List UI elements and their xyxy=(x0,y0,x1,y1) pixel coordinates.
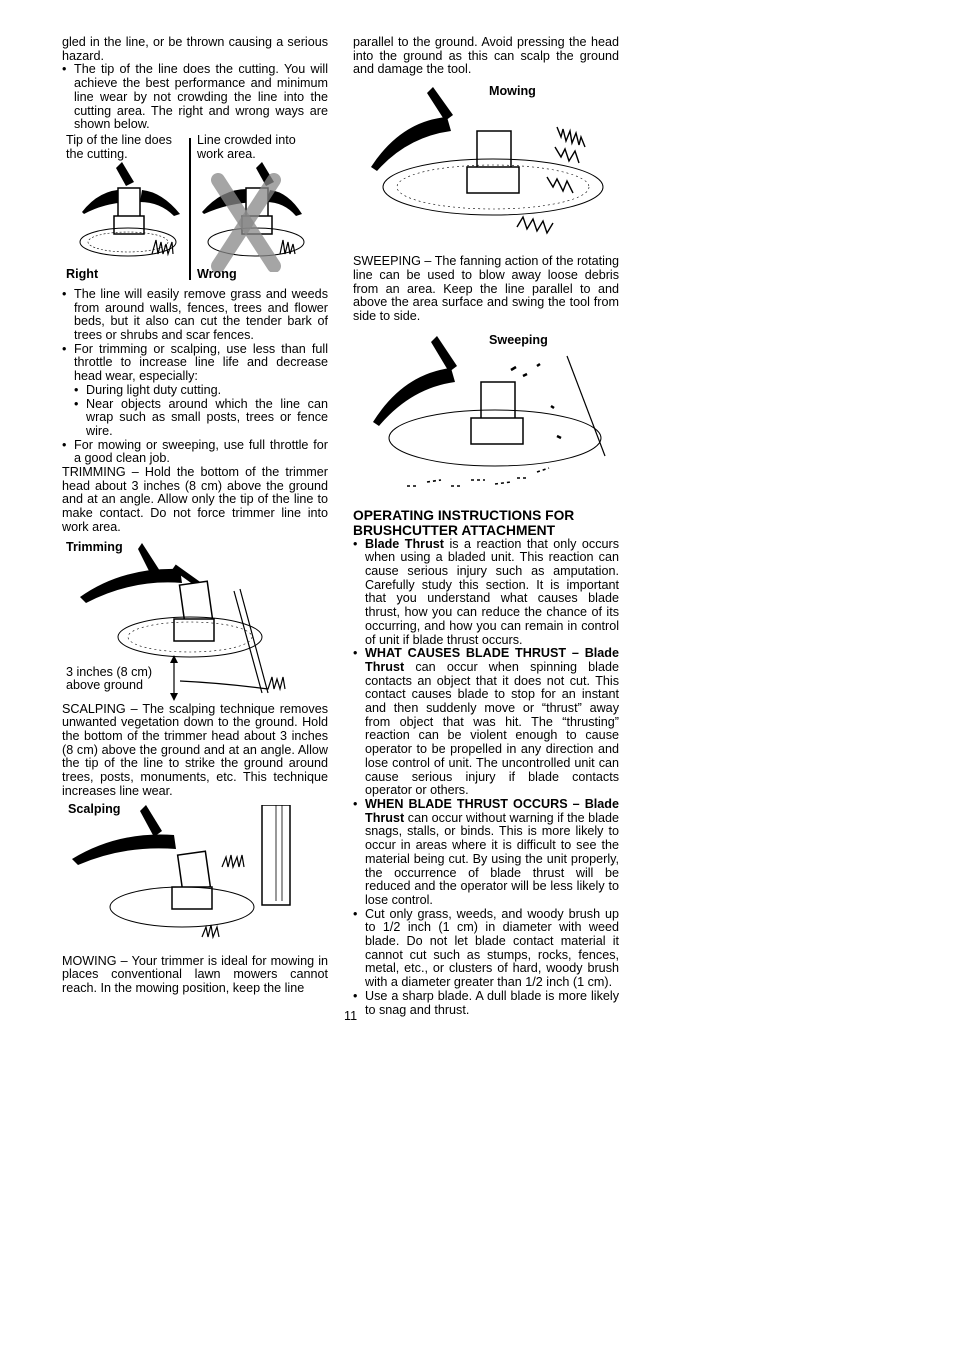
figure-mowing xyxy=(353,77,619,255)
bullet-when-occurs xyxy=(353,798,619,908)
bullet-throttle: • For trimming or scalping, use less than full throttle to increase line life and decrease head wear, especially: xyxy=(62,343,328,384)
caption-height-note: 3 inches (8 cm) above ground xyxy=(66,664,153,693)
bold-blade-thrust: Blade Thrust xyxy=(365,536,444,551)
paragraph-scalping: SCALPING – The scalping technique removes unwanted vegetation down to the ground. Hold the bottom of the trimmer head about 3 inches (8 cm) above the ground and at an angle. Allow the tip of the line to strike the ground around trees, posts, monuments, etc. This technique increases line wear. xyxy=(62,701,328,798)
text-when-occurs: can occur without warning if the blade snags, stalls, or binds. This is more likely to occur in areas where it is difficult to see the material being cut. By using the unit properly, the occurrence of blade thrust will be reduced and the operator will be less likely to lose control. xyxy=(365,810,619,907)
bold-when-occurs: WHEN BLADE THRUST OCCURS – Blade Thrust xyxy=(365,796,619,825)
bold-what-causes: WHAT CAUSES BLADE THRUST – Blade Thrust xyxy=(365,646,619,674)
paragraph-sweeping: SWEEPING – The fanning action of the rotating line can be used to blow away loose debris from an area. Keep the line parallel to and above the area surface and swing the tool from side to side. xyxy=(353,254,619,323)
figure-sweeping xyxy=(353,324,619,502)
sub-bullet-light-duty: • During light duty cutting. xyxy=(74,384,328,398)
wrong-way-illustration xyxy=(196,162,320,272)
figure-trimming xyxy=(62,535,328,703)
text-what-causes: can occur when spinning blade contacts an object that it does not cut. This contact causes blade to stop for an instant and then suddenly move or “thrust” away from object that was hit. The “thrusting” reaction can be violent enough to cause operator to be propelled in any direction and lose control of unit. The uncontrolled unit can cause serious injury if blade contacts operator or others. xyxy=(365,659,619,798)
scalping-illustration xyxy=(62,801,328,955)
bullet-list-usage xyxy=(62,288,328,466)
caption-mowing: Mowing xyxy=(489,84,536,99)
section-heading: OPERATING INSTRUCTIONS FOR BRUSHCUTTER ATTACHMENT xyxy=(353,507,575,538)
paragraph-trimming: TRIMMING – Hold the bottom of the trimmer head about 3 inches (8 cm) above the ground and at an angle. Allow only the tip of the line to make contact. Do not force trimmer line into work area. xyxy=(62,465,328,534)
bullet-blade-thrust xyxy=(353,538,619,648)
caption-sweeping: Sweeping xyxy=(489,332,548,347)
figure-divider xyxy=(189,138,191,280)
caption-scalping: Scalping xyxy=(68,801,121,816)
caption-right-top: Tip of the line does the cutting. xyxy=(66,132,172,161)
caption-trimming: Trimming xyxy=(66,539,123,554)
bullet-list-brushcutter xyxy=(353,538,619,1018)
caption-right: Right xyxy=(66,266,99,281)
mowing-illustration xyxy=(367,84,619,247)
left-column xyxy=(62,36,328,996)
right-way-illustration xyxy=(62,162,186,272)
bullet-remove-grass: • The line will easily remove grass and weeds from around walls, fences, trees and flower beds, but it also can cut the tender bark of trees or shrubs and scar fences. xyxy=(62,288,328,343)
right-column xyxy=(353,36,619,1017)
figure-scalping xyxy=(62,799,328,955)
paragraph-continued: gled in the line, or be thrown causing a serious hazard. xyxy=(62,35,328,63)
sub-bullet-near-objects: • Near objects around which the line can wrap such as small posts, trees or fence wire. xyxy=(74,398,328,439)
caption-wrong: Wrong xyxy=(197,266,237,281)
page-number: 11 xyxy=(344,1009,358,1023)
figure-right-wrong xyxy=(62,134,328,282)
text-blade-thrust: is a reaction that only occurs when using a bladed unit. This reaction can cause serious injury such as amputation. Carefully study this section. It is important that you understand what causes blade thrust, how you can reduce the chance of its occurring, and how you can remain in control of unit if blade thrust occurs. xyxy=(365,536,619,647)
paragraph-mowing: MOWING – Your trimmer is ideal for mowing in places conventional lawn mowers cannot reach. In the mowing position, keep the line xyxy=(62,953,328,995)
bullet-tip-of-line: • The tip of the line does the cutting. You will achieve the best performance and minimum line wear by not crowding the line into the cutting area. The right and wrong ways are shown below. xyxy=(62,63,328,132)
sweeping-illustration xyxy=(367,332,619,496)
bullet-cut-only: • Cut only grass, weeds, and woody brush up to 1/2 inch (1 cm) in diameter with weed blade. Do not let blade contact material it cannot cut such as stumps, rocks, fences, metal, etc., or clusters of hard, woody brush with a diameter greater than 1/2 inch (1 cm). xyxy=(353,908,619,990)
bullet-list-tip xyxy=(62,63,328,132)
paragraph-continued-right: parallel to the ground. Avoid pressing the head into the ground as this can scalp the ground and damage the tool. xyxy=(353,35,619,77)
bullet-full-throttle: • For mowing or sweeping, use full throttle for a good clean job. xyxy=(62,439,328,466)
bullet-what-causes xyxy=(353,647,619,798)
bullet-sharp-blade: • Use a sharp blade. A dull blade is more likely to snag and thrust. xyxy=(353,990,619,1017)
caption-wrong-top: Line crowded into work area. xyxy=(197,132,296,161)
